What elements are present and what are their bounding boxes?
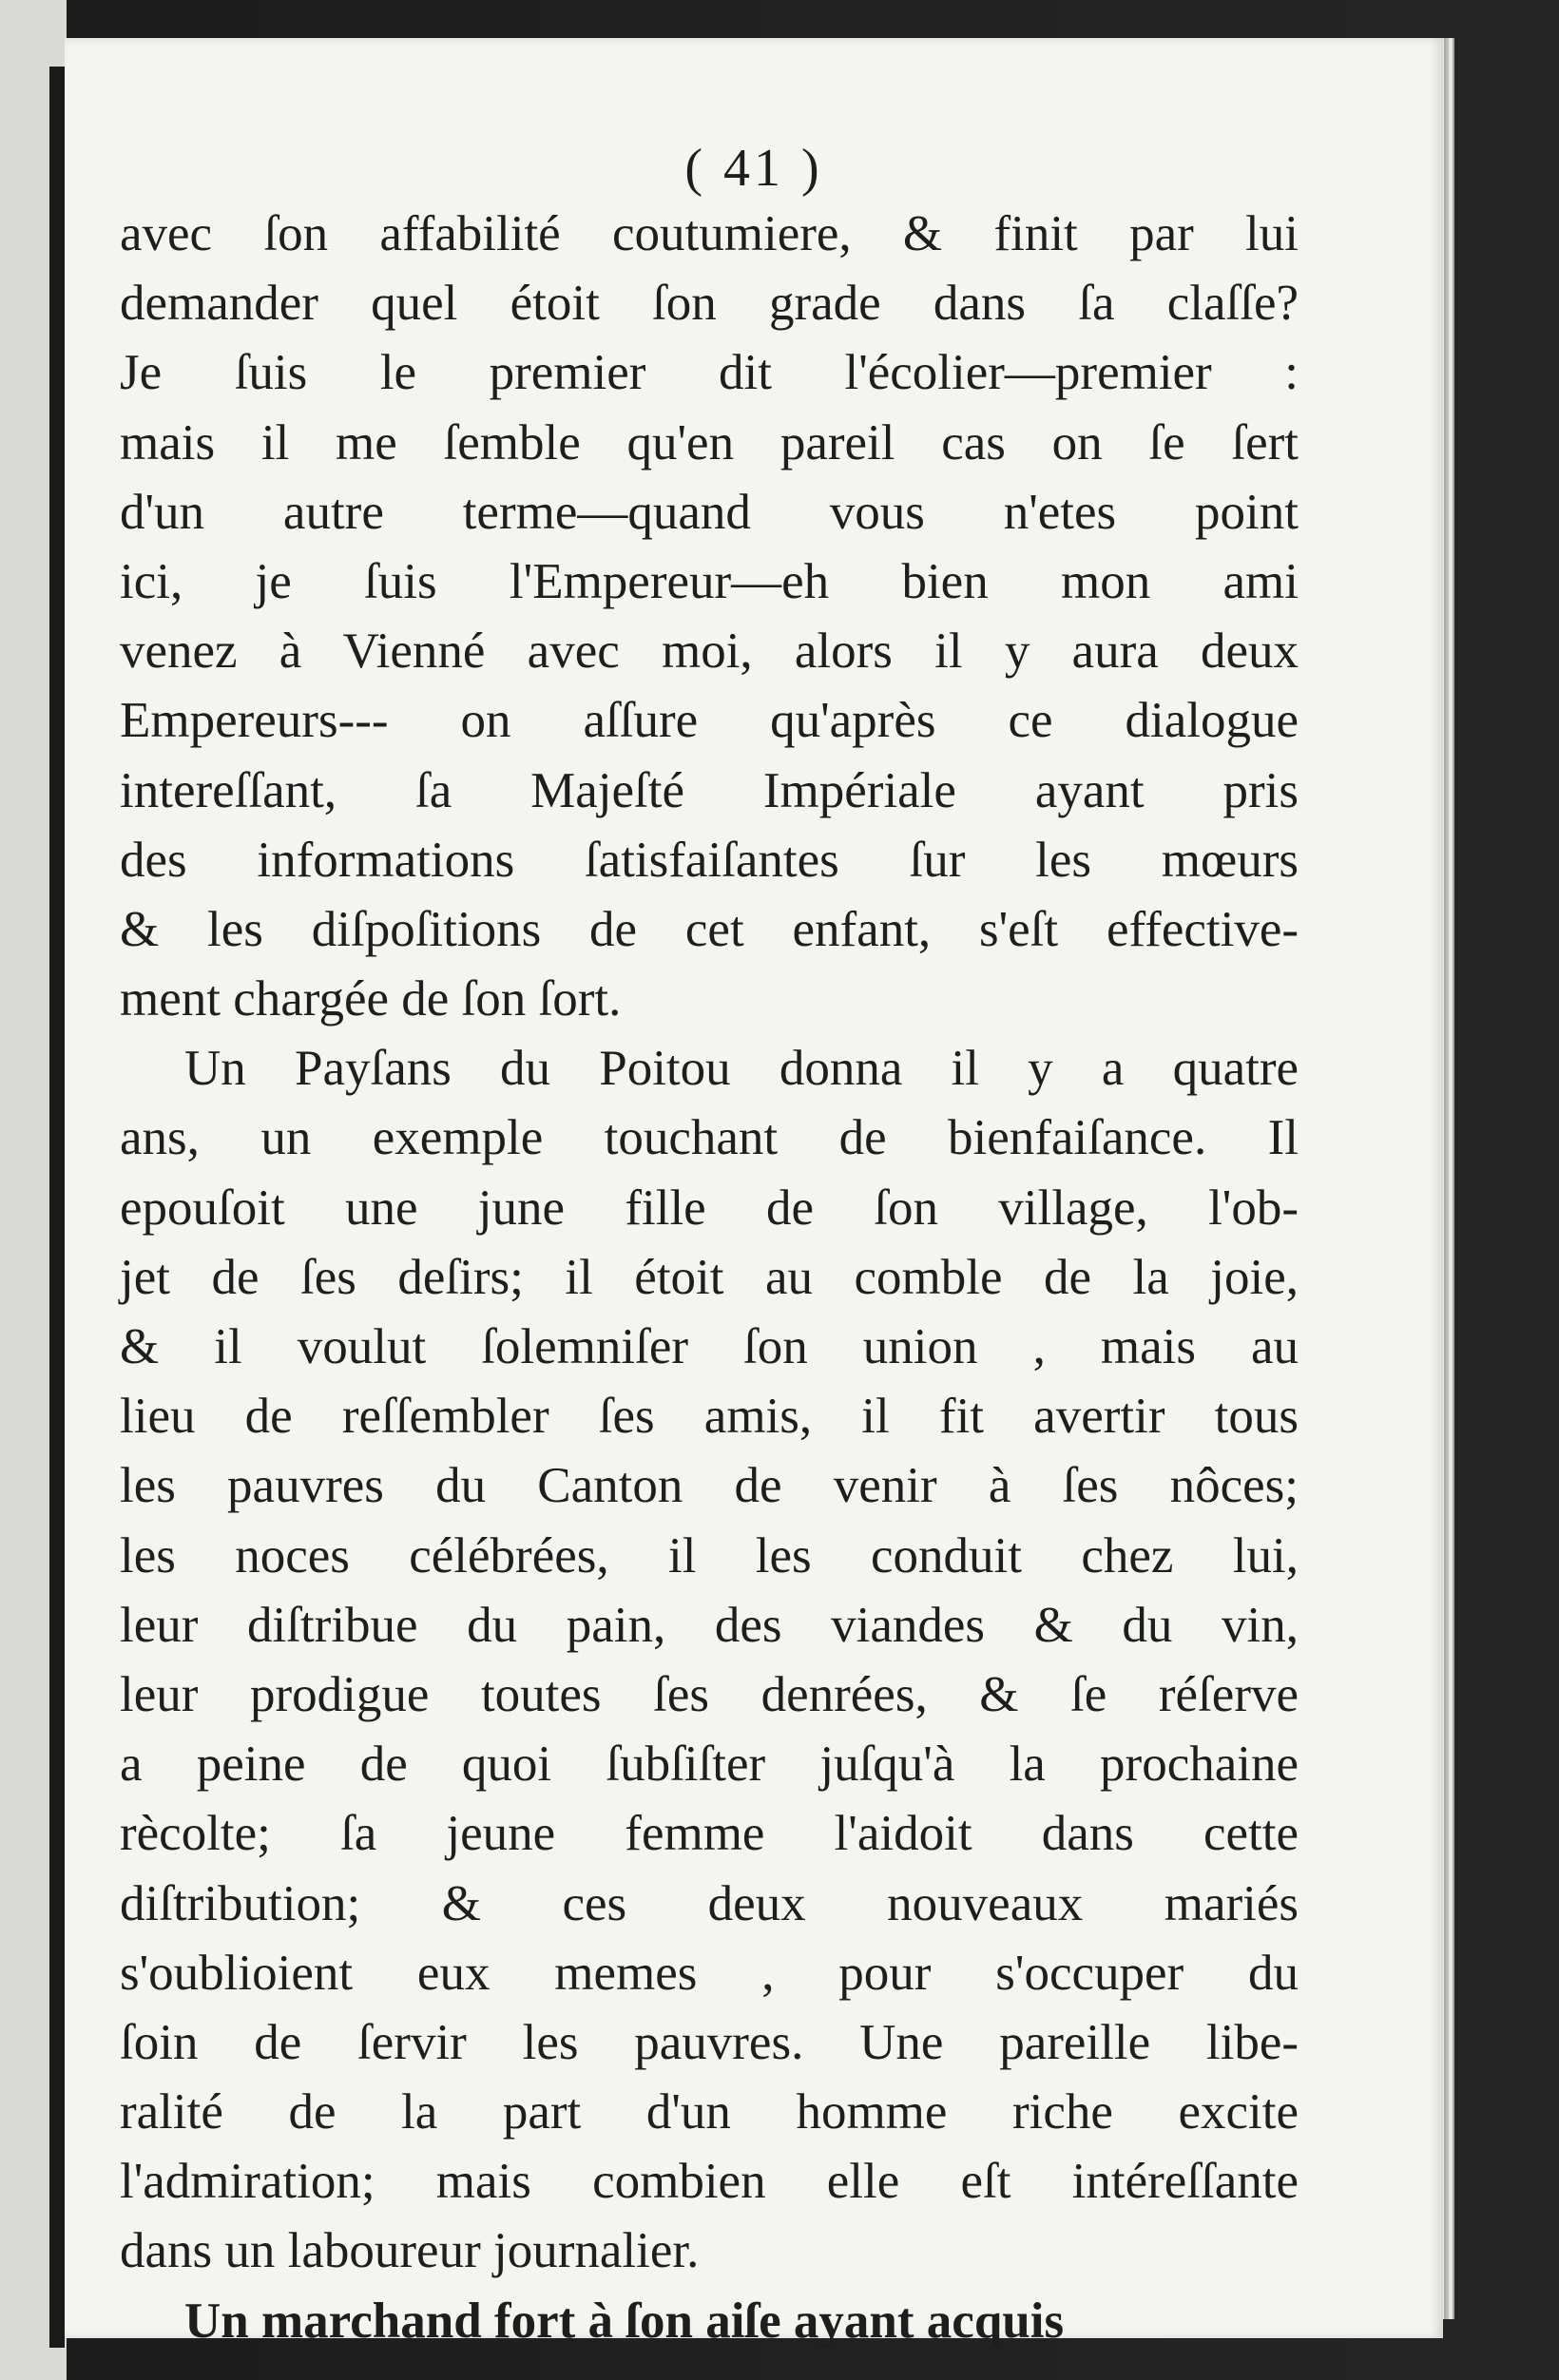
page-number: ( 41 ) <box>684 139 823 198</box>
text-line: Je ſuis le premier dit l'écolier—premier : <box>120 345 1299 401</box>
text-line: mais il me ſemble qu'en pareil cas on ſe ſert <box>120 414 1299 470</box>
text-line: ment chargée de ſon ſort. <box>120 971 622 1027</box>
text-line: Un Payſans du Poitou donna il y a quatre <box>184 1041 1299 1097</box>
text-line: dans un laboureur journalier. <box>120 2223 700 2279</box>
text-line: s'oublioient eux memes , pour s'occuper du <box>120 1945 1299 2001</box>
text-line: des informations ſatisfaiſantes ſur les mœurs <box>120 832 1299 888</box>
text-line: leur diſtribue du pain, des viandes & du vin, <box>120 1597 1299 1653</box>
text-line: intereſſant, ſa Majeſté Impériale ayant pris <box>120 762 1299 818</box>
text-line: epouſoit une june fille de ſon village, l'ob- <box>120 1180 1299 1236</box>
book-spine <box>49 67 65 2348</box>
text-line: rècolte; ſa jeune femme l'aidoit dans cette <box>120 1806 1299 1862</box>
text-line: leur prodigue toutes ſes denrées, & ſe réſerve <box>120 1666 1299 1722</box>
catchword-line: Un marchand fort à ſon aiſe ayant acquis <box>184 2293 1065 2349</box>
body-text <box>120 200 1299 2356</box>
text-line: Empereurs--- on aſſure qu'après ce dialogue <box>120 693 1299 749</box>
text-line: jet de ſes deſirs; il étoit au comble de la joie, <box>120 1249 1299 1305</box>
text-line: & les diſpoſitions de cet enfant, s'eſt effective- <box>120 901 1299 957</box>
text-line: ſoin de ſervir les pauvres. Une pareille libe- <box>120 2014 1299 2070</box>
text-line: l'admiration; mais combien elle eſt intéreſſante <box>120 2154 1299 2210</box>
book-page <box>65 38 1443 2349</box>
text-line: les noces célébrées, il les conduit chez lui, <box>120 1527 1299 1583</box>
text-line: a peine de quoi ſubſiſter juſqu'à la prochaine <box>120 1737 1299 1793</box>
text-line: lieu de reſſembler ſes amis, il fit avertir tous <box>120 1389 1299 1445</box>
text-line: venez à Vienné avec moi, alors il y aura deux <box>120 624 1299 680</box>
text-line: ralité de la part d'un homme riche excite <box>120 2084 1299 2140</box>
text-line: diſtribution; & ces deux nouveaux mariés <box>120 1875 1299 1931</box>
text-line: demander quel étoit ſon grade dans ſa claſſe? <box>120 276 1299 332</box>
text-line: les pauvres du Canton de venir à ſes nôces; <box>120 1458 1299 1514</box>
text-line: ans, un exemple touchant de bienfaiſance. Il <box>120 1110 1299 1166</box>
text-line: & il voulut ſolemniſer ſon union , mais au <box>120 1319 1299 1374</box>
text-line: avec ſon affabilité coutumiere, & finit par lui <box>120 206 1299 261</box>
text-line: ici, je ſuis l'Empereur—eh bien mon ami <box>120 553 1299 609</box>
text-line: d'un autre terme—quand vous n'etes point <box>120 484 1299 540</box>
